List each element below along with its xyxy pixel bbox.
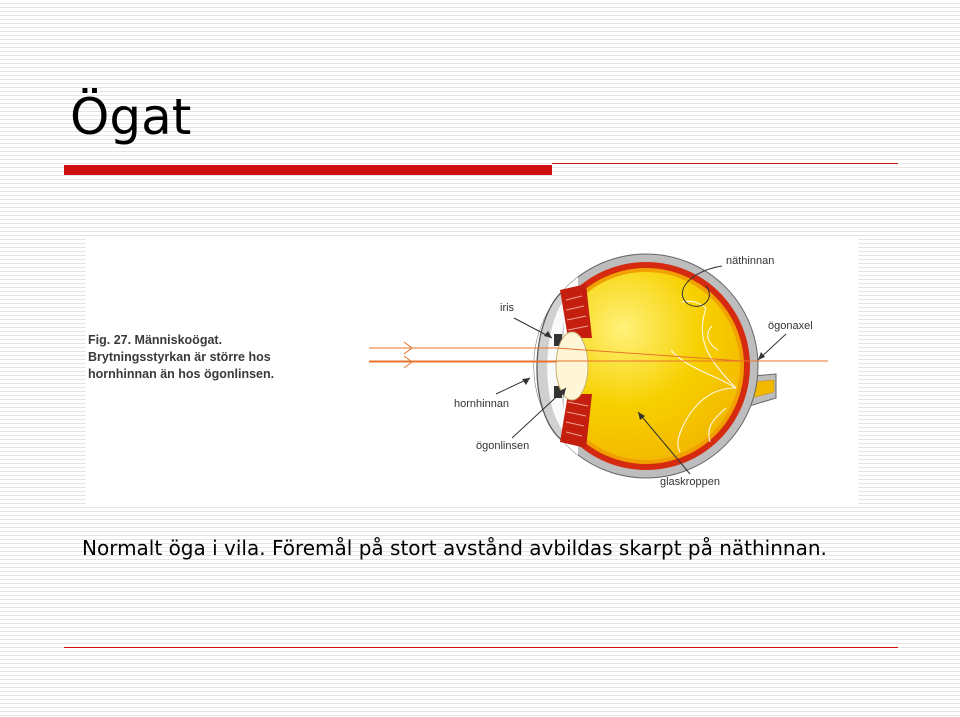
lens bbox=[556, 332, 588, 400]
label-ogonaxel: ögonaxel bbox=[768, 320, 813, 332]
label-ogonlinsen: ögonlinsen bbox=[476, 440, 530, 452]
label-glaskroppen: glaskroppen bbox=[660, 476, 720, 488]
title-underline-thick bbox=[64, 165, 552, 175]
label-nathinnan: näthinnan bbox=[726, 255, 775, 267]
caption-line: hornhinnan än hos ögonlinsen. bbox=[88, 367, 275, 381]
label-hornhinnan: hornhinnan bbox=[454, 398, 510, 410]
title-underline-thin bbox=[552, 163, 898, 164]
label-iris: iris bbox=[500, 302, 515, 314]
slide-title: Ögat bbox=[70, 88, 192, 146]
figure-caption bbox=[88, 332, 328, 383]
bottom-rule bbox=[64, 647, 898, 648]
eye-diagram-figure bbox=[86, 238, 858, 506]
caption-line: Fig. 27. Människoögat. bbox=[88, 333, 223, 347]
body-text: Normalt öga i vila. Föremål på stort avstånd avbildas skarpt på näthinnan. bbox=[82, 536, 827, 560]
caption-line: Brytningsstyrkan är större hos bbox=[88, 350, 271, 364]
light-ray-chevrons bbox=[404, 342, 412, 368]
